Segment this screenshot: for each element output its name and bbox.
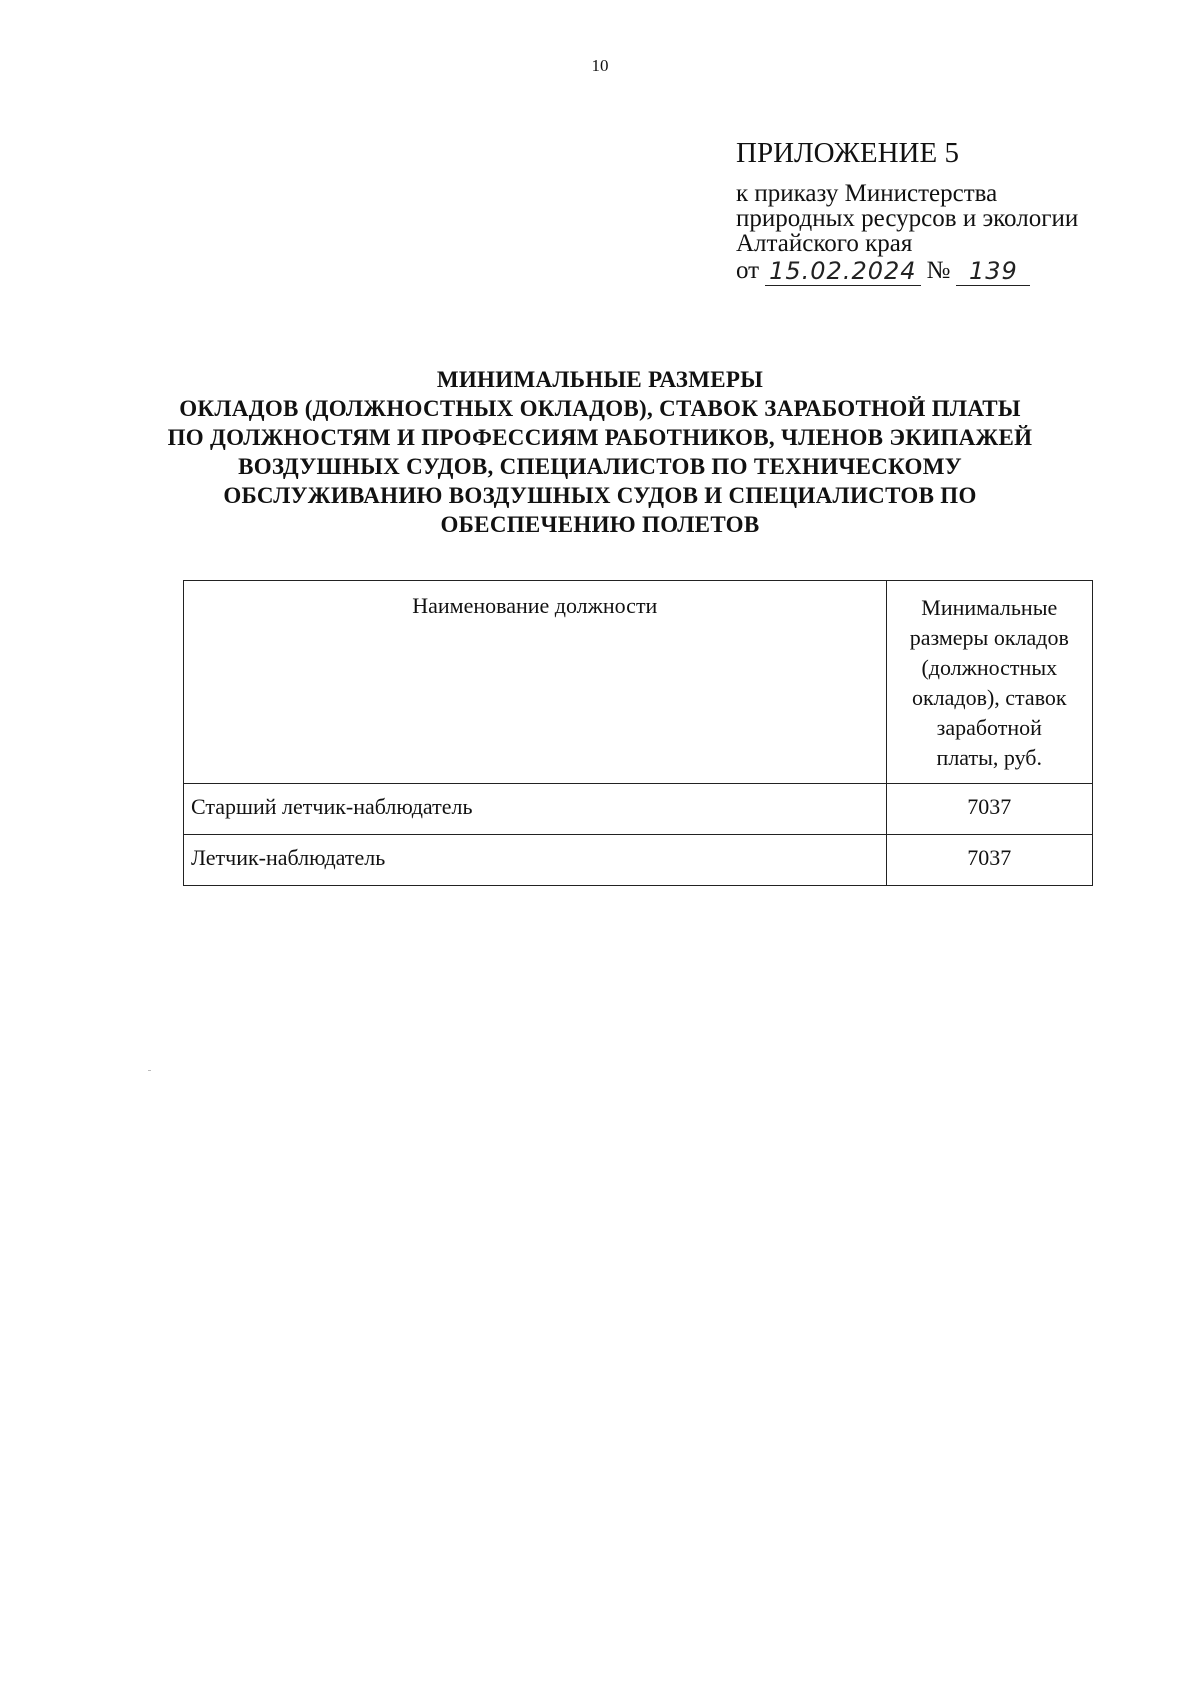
header-salary-line: платы, руб. [936,745,1043,770]
appendix-date-line [736,256,1176,286]
header-salary-line: заработной [936,715,1042,740]
position-name-cell: Летчик-наблюдатель [184,835,887,886]
header-salary-line: окладов), ставок [911,685,1067,710]
heading-line: МИНИМАЛЬНЫЕ РАЗМЕРЫ [436,367,764,392]
date-prefix: от [736,257,760,284]
appendix-title: ПРИЛОЖЕНИЕ 5 [736,137,959,169]
table-row [184,835,1093,886]
page-number: 10 [591,56,609,75]
salary-value-cell: 7037 [886,835,1092,886]
table-row [184,784,1093,835]
appendix-order-line: к приказу Министерства [736,180,998,207]
handwritten-date: 15.02.2024 [765,257,920,286]
header-position-name: Наименование должности [184,581,887,784]
salary-value-cell: 7037 [886,784,1092,835]
handwritten-number: 139 [956,257,1030,286]
salary-table [183,580,1093,886]
table-header-row [184,581,1093,784]
number-prefix: № [926,257,951,284]
position-name-cell: Старший летчик-наблюдатель [184,784,887,835]
heading-line: ПО ДОЛЖНОСТЯМ И ПРОФЕССИЯМ РАБОТНИКОВ, ЧЛЕНОВ ЭКИПАЖЕЙ [167,425,1033,450]
appendix-region-line: Алтайского края [736,230,913,257]
appendix-block [736,137,1176,286]
document-heading [0,365,1200,539]
header-salary-line: Минимальные [921,595,1058,620]
heading-line: ОБЕСПЕЧЕНИЮ ПОЛЕТОВ [440,512,760,537]
header-salary-line: (должностных [921,655,1058,680]
header-salary-line: размеры окладов [909,625,1069,650]
heading-line: ОБСЛУЖИВАНИЮ ВОЗДУШНЫХ СУДОВ И СПЕЦИАЛИСТОВ ПО [223,483,977,508]
scan-speck [148,1070,151,1071]
heading-line: ОКЛАДОВ (ДОЛЖНОСТНЫХ ОКЛАДОВ), СТАВОК ЗАРАБОТНОЙ ПЛАТЫ [179,396,1021,421]
appendix-ministry-line: природных ресурсов и экологии [736,205,1079,232]
heading-line: ВОЗДУШНЫХ СУДОВ, СПЕЦИАЛИСТОВ ПО ТЕХНИЧЕСКОМУ [238,454,962,479]
header-minimum-salary [886,581,1092,784]
